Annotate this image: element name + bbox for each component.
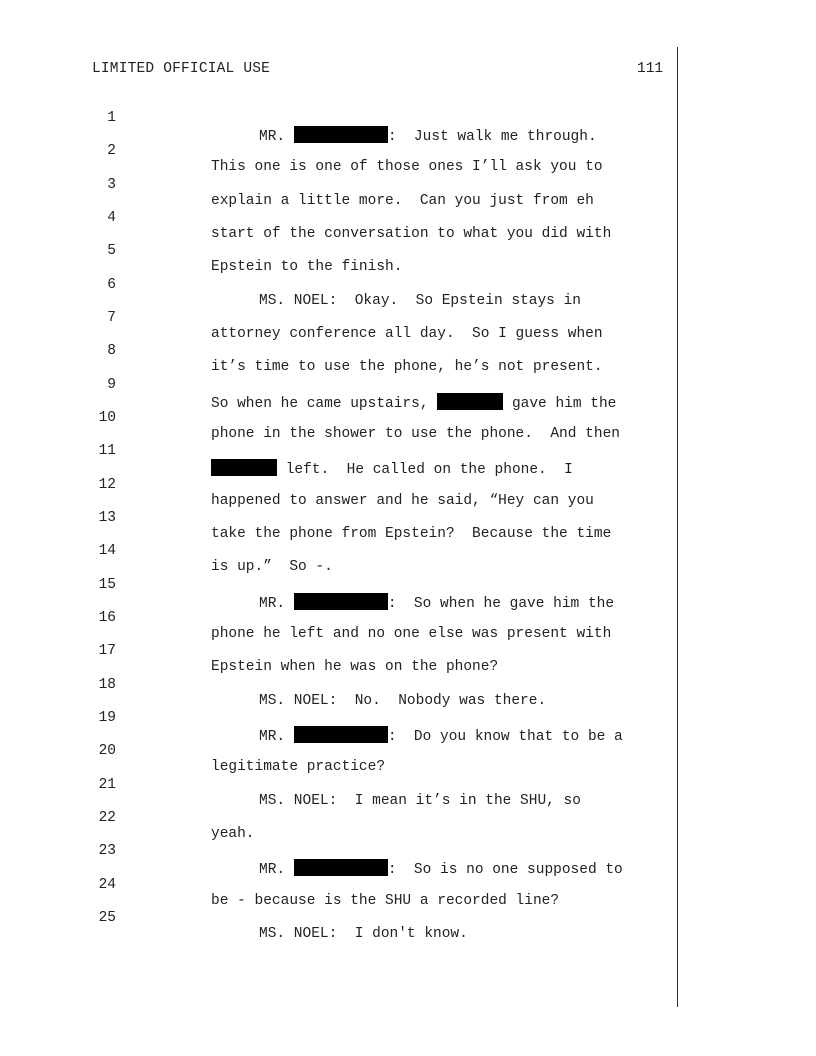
transcript-line: [0, 261, 680, 309]
transcript-line: [0, 627, 680, 675]
page-number: 111: [637, 61, 664, 77]
transcript-line: [0, 661, 680, 709]
transcript-line: [0, 694, 680, 745]
line-text: explain a little more. Can you just from eh: [211, 193, 594, 209]
line-text-end: : So when he gave him the: [387, 596, 615, 612]
transcript-line: [0, 594, 680, 642]
line-text: Epstein when he was on the phone?: [211, 659, 499, 675]
transcript-line: [0, 894, 680, 942]
line-number: 7: [107, 310, 116, 326]
line-number: 3: [107, 177, 116, 193]
line-text: phone in the shower to use the phone. And then: [211, 426, 620, 442]
line-text: MS. NOEL: I mean it’s in the SHU, so: [259, 793, 581, 809]
classification-header: LIMITED OFFICIAL USE: [92, 61, 271, 77]
line-text: yeah.: [211, 826, 255, 842]
line-text: take the phone from Epstein? Because the time: [211, 526, 612, 542]
line-number: 13: [98, 510, 116, 526]
line-text-start: MR.: [259, 129, 294, 145]
line-text-end: left. He called on the phone. I: [277, 462, 573, 478]
line-text-start: MR.: [259, 596, 294, 612]
line-number: 1: [107, 110, 116, 126]
line-text-start: MR.: [259, 862, 294, 878]
line-text: it’s time to use the phone, he’s not present.: [211, 359, 603, 375]
line-text: This one is one of those ones I’ll ask you to: [211, 159, 603, 175]
line-number: 11: [98, 443, 116, 459]
line-number: 14: [98, 543, 116, 559]
line-number: 22: [98, 810, 116, 826]
line-number: 21: [98, 777, 116, 793]
line-number: 17: [98, 643, 116, 659]
line-number: 9: [107, 377, 116, 393]
transcript-line: [0, 761, 680, 809]
line-number: 16: [98, 610, 116, 626]
line-number: 4: [107, 210, 116, 226]
line-text-start: MR.: [259, 729, 294, 745]
line-number: 24: [98, 877, 116, 893]
line-number: 8: [107, 343, 116, 359]
line-text-end: gave him the: [503, 396, 617, 412]
line-number: 20: [98, 743, 116, 759]
line-text: MS. NOEL: No. Nobody was there.: [259, 693, 547, 709]
line-number: 25: [98, 910, 116, 926]
transcript-line: [0, 461, 680, 509]
line-number: 2: [107, 143, 116, 159]
transcript-line: [0, 561, 680, 612]
line-number: 23: [98, 843, 116, 859]
transcript-line: [0, 527, 680, 575]
line-text-end: : Do you know that to be a: [387, 729, 623, 745]
line-text: be - because is the SHU a recorded line?: [211, 893, 560, 909]
line-number: 12: [98, 477, 116, 493]
transcript-line: [0, 194, 680, 242]
transcript-line: [0, 394, 680, 442]
line-number: 15: [98, 577, 116, 593]
transcript-line: [0, 827, 680, 878]
line-number: 18: [98, 677, 116, 693]
line-number: 19: [98, 710, 116, 726]
line-text: legitimate practice?: [211, 759, 386, 775]
transcript-line: [0, 727, 680, 775]
line-text-end: : So is no one supposed to: [387, 862, 623, 878]
line-text: is up.” So -.: [211, 559, 333, 575]
line-text: happened to answer and he said, “Hey can you: [211, 493, 594, 509]
line-text: Epstein to the finish.: [211, 259, 403, 275]
line-text: phone he left and no one else was present with: [211, 626, 612, 642]
line-text-start: So when he came upstairs,: [211, 396, 438, 412]
transcript-line: [0, 427, 680, 478]
transcript-line: [0, 161, 680, 209]
transcript-line: [0, 127, 680, 175]
line-text: MS. NOEL: Okay. So Epstein stays in: [259, 293, 581, 309]
transcript-line: [0, 294, 680, 342]
transcript-line: [0, 361, 680, 412]
transcript-line: [0, 94, 680, 145]
transcript-line: [0, 861, 680, 909]
line-text-end: : Just walk me through.: [387, 129, 597, 145]
transcript-line: [0, 227, 680, 275]
line-text: start of the conversation to what you did with: [211, 226, 612, 242]
transcript-line: [0, 494, 680, 542]
line-text: MS. NOEL: I don't know.: [259, 926, 468, 942]
transcript-line: [0, 327, 680, 375]
transcript-line: [0, 794, 680, 842]
line-number: 10: [98, 410, 116, 426]
line-number: 6: [107, 277, 116, 293]
line-text: attorney conference all day. So I guess when: [211, 326, 603, 342]
line-number: 5: [107, 243, 116, 259]
